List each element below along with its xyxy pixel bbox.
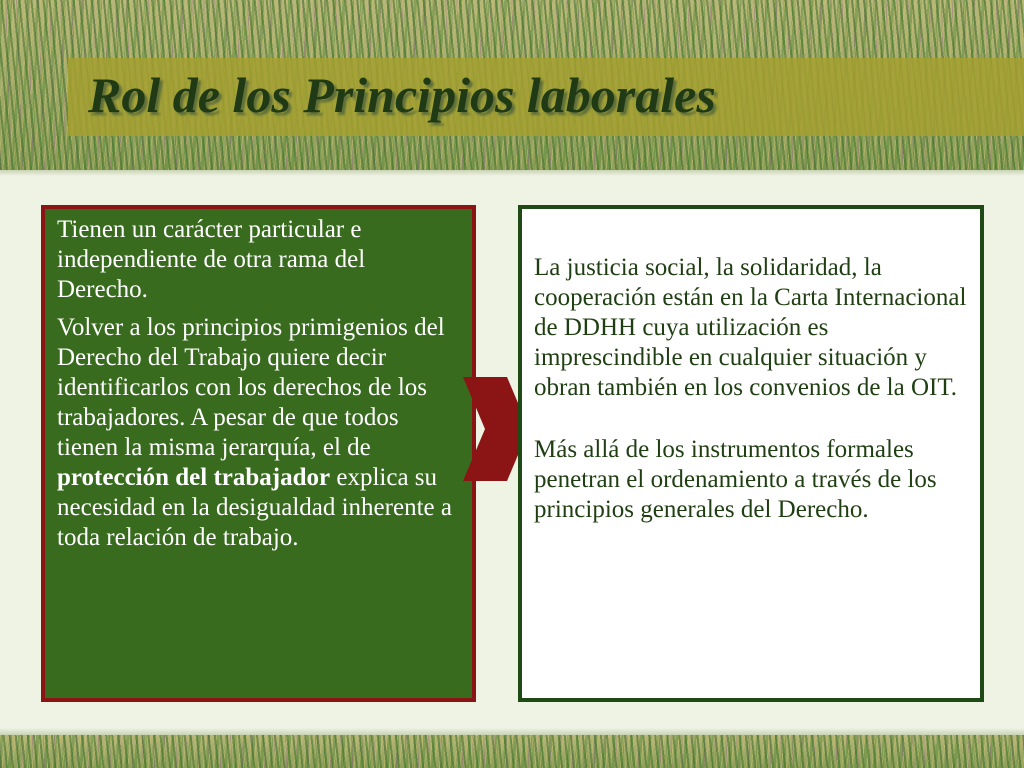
right-paragraph-2: Más allá de los instrumentos formales penetran el ordenamiento a través de los principios generales del Derecho. [534, 436, 937, 523]
grass-footer-background [0, 735, 1024, 768]
header-divider [0, 170, 1024, 176]
right-paragraph-1: La justicia social, la solidaridad, la cooperación están en la Carta Internacional de DDHH cuya utilización es imprescindible en cualquier situación y obran también en los convenios de la OIT. [534, 254, 967, 401]
left-paragraph-2-end: explica su necesidad en la desigualdad inherente a toda relación de trabajo. [57, 464, 452, 551]
footer-divider [0, 728, 1024, 735]
left-paragraph-1: Tienen un carácter particular e independiente de otra rama del Derecho. [57, 216, 366, 303]
left-text-panel [41, 205, 476, 702]
left-paragraph-2 [57, 313, 462, 553]
slide-title: Rol de los Principios laborales [88, 67, 716, 123]
left-paragraph-2-start: Volver a los principios primigenios del Derecho del Trabajo quiere decir identificarlos con los derechos de los trabajadores. A pesar de que todos tienen la misma jerarquía, el de [57, 314, 445, 461]
left-paragraph-2-bold: protección del trabajador [57, 464, 331, 491]
left-panel-text [57, 215, 462, 561]
right-panel-text [534, 253, 974, 557]
right-text-panel [518, 205, 984, 702]
